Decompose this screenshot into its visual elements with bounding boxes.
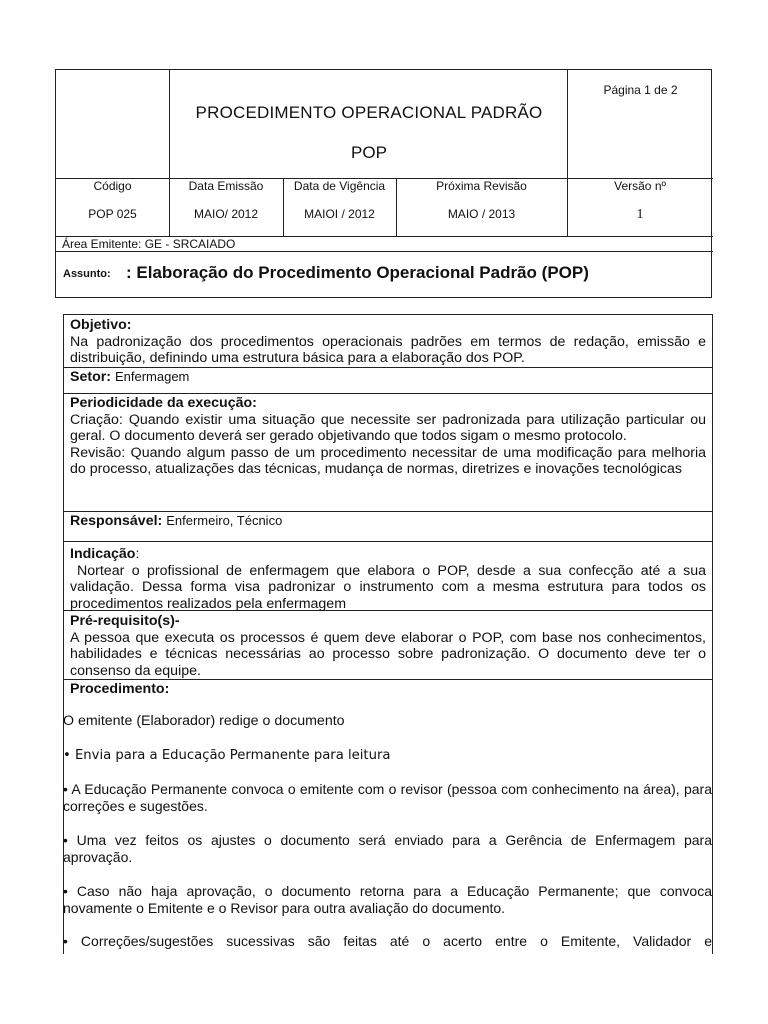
section-indicacao <box>64 542 712 611</box>
list-item: • Uma vez feitos os ajustes o documento será enviado para a Gerência de Enfermagem para aprovação. <box>63 832 712 865</box>
periodicidade-label: Periodicidade da execução: <box>70 395 257 411</box>
doc-title: PROCEDIMENTO OPERACIONAL PADRÃO <box>195 103 543 122</box>
objetivo-text: Na padronização dos procedimentos operacionais padrões em termos de redação, emissão e distribuição, definindo uma estrutura básica para a elaboração dos POP. <box>70 333 706 366</box>
section-procedimento-header <box>64 680 712 700</box>
prerequisito-text: A pessoa que executa os processos é quem deve elaborar o POP, com base nos conhecimentos, habilidades e técnicas necessárias ao processo sobre padronização. O documento deve ter o consenso da equipe. <box>70 629 706 679</box>
col-vigencia-label: Data de Vigência <box>293 179 386 193</box>
setor-label: Setor: <box>70 369 111 385</box>
col-revisao-value: MAIO / 2013 <box>447 207 516 221</box>
col-emissao-value: MAIO/ 2012 <box>193 207 259 221</box>
col-codigo-value: POP 025 <box>88 207 137 221</box>
list-item: • A Educação Permanente convoca o emitente com o revisor (pessoa com conhecimento na área), para correções e sugestões. <box>63 781 712 814</box>
col-versao-label: Versão nº <box>614 179 666 193</box>
indicacao-text: Nortear o profissional de enfermagem que elabora o POP, desde a sua confecção até a sua validação. Dessa forma visa padronizar o instrumento com a mesma estrutura para todos os procedimentos realizados pela enfermagem <box>70 562 706 612</box>
section-responsavel <box>64 512 712 542</box>
page-number: Página 1 de 2 <box>603 83 678 97</box>
section-objetivo <box>64 315 712 368</box>
section-setor <box>64 368 712 394</box>
assunto-title: : Elaboração do Procedimento Operacional Padrão (POP) <box>126 263 589 282</box>
list-item: O emitente (Elaborador) redige o documento <box>63 713 345 729</box>
list-item: • Caso não haja aprovação, o documento retorna para a Educação Permanente; que convoca novamente o Emitente e o Revisor para outra avaliação do documento. <box>63 883 712 916</box>
col-revisao-label: Próxima Revisão <box>436 179 527 193</box>
indicacao-colon: : <box>135 546 140 562</box>
doc-title-abbrev: POP <box>351 143 387 162</box>
list-item: • Envia para a Educação Permanente para leitura <box>63 748 391 763</box>
assunto-label: Assunto: <box>63 268 111 280</box>
header-table <box>55 69 712 298</box>
col-codigo-label: Código <box>93 179 132 193</box>
setor-value: Enfermagem <box>114 369 190 384</box>
divider <box>56 251 713 252</box>
indicacao-label: Indicação <box>70 546 136 562</box>
list-item: • Correções/sugestões sucessivas são feitas até o acerto entre o Emitente, Validador e <box>63 933 712 949</box>
procedimento-label: Procedimento: <box>70 681 170 697</box>
col-emissao-label: Data Emissão <box>188 179 264 193</box>
section-prerequisito <box>64 611 712 680</box>
prerequisito-label: Pré-requisito(s)- <box>70 613 180 629</box>
section-periodicidade <box>64 394 712 512</box>
periodicidade-revisao: Revisão: Quando algum passo de um procedimento necessitar de uma modificação para melhoria do processo, atualizações das técnicas, mudança de normas, diretrizes e inovações tecnológicas <box>70 444 706 477</box>
responsavel-label: Responsável: <box>70 513 163 529</box>
col-vigencia-value: MAIOI / 2012 <box>304 207 375 221</box>
area-emitente: Área Emitente: GE - SRCAIADO <box>62 237 236 251</box>
responsavel-value: Enfermeiro, Técnico <box>166 513 283 528</box>
objetivo-label: Objetivo: <box>70 317 132 333</box>
periodicidade-criacao: Criação: Quando existir uma situação que necessite ser padronizada para utilização particular ou geral. O documento deverá ser gerado objetivando que todos sigam o mesmo protocolo. <box>70 411 706 444</box>
col-versao-value: 1 <box>636 207 644 222</box>
